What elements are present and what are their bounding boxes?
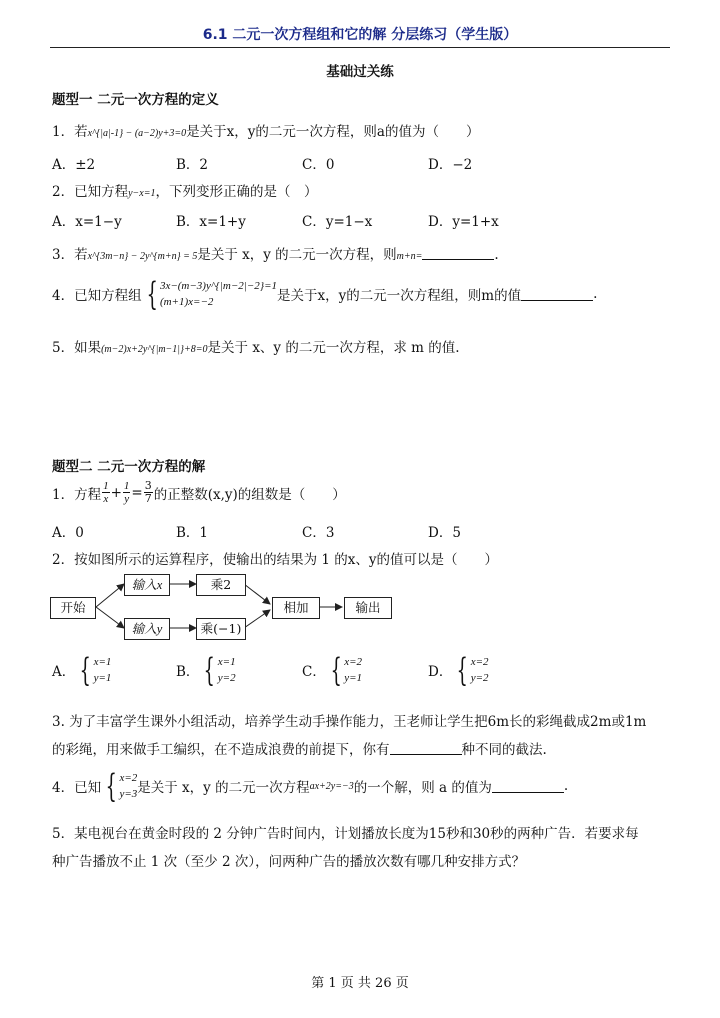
section2-title: 题型二 二元一次方程的解 [52, 459, 206, 475]
flow-input-x: 输入x [124, 574, 170, 596]
s2-q1: 1．方程 $\frac{1}{x}$ + $\frac{1}{y}$ = $\frac{3}{7}$ 的正整数(x,y)的组数是（ ） [52, 479, 346, 505]
s2-q5-line2: 种广告播放不止 1 次（至少 2 次），问两种广告的播放次数有哪几种安排方式？ [52, 854, 526, 870]
s1-q4-blank [521, 288, 593, 301]
flow-start: 开始 [50, 597, 96, 619]
page-footer: 第 1 页 共 26 页 [311, 976, 409, 991]
s2-q3-line1: 3. 为了丰富学生课外小组活动，培养学生动手操作能力，王老师让学生把6m长的彩绳截成2m或1m [52, 714, 647, 730]
s2-q1-option-c: C．3 [302, 525, 335, 541]
s1-q2-option-c: C．y=1−x [302, 214, 373, 230]
subheading: 基础过关练 [326, 64, 394, 80]
flow-input-y: 输入y [124, 618, 170, 640]
s2-q5-line1: 5．某电视台在黄金时段的 2 分钟广告时间内，计划播放长度为15秒和30秒的两种广告．若要求每 [52, 826, 639, 842]
s1-q1: 1．若x^{|a|-1} − (a−2)y+3=0是关于x，y的二元一次方程，则a的值为（ ） [52, 124, 480, 140]
flow-add: 相加 [272, 597, 320, 619]
s1-q3-blank [422, 247, 494, 260]
s2-q2-option-c: C． { x=2 y=1 [302, 651, 363, 689]
s2-q1-option-d: D．5 [428, 525, 461, 541]
s1-q4: 4．已知方程组 { 3x−(m−3)y^{|m−2|−2}=1 (m+1)x=−2 是关于x，y的二元一次方程组，则m的值 . [52, 275, 598, 313]
s2-q3-line2: 的彩绳，用来做手工编织，在不造成浪费的前提下，你有 种不同的截法. [52, 742, 547, 758]
flow-multiply-neg1: 乘(−1) [196, 618, 246, 640]
s1-q3: 3．若x^{3m−n} − 2y^{m+n} = 5是关于 x，y 的二元一次方程，则m+n= . [52, 247, 499, 263]
s1-q1-option-b: B．2 [176, 157, 209, 173]
page-title: 6.1 二元一次方程组和它的解 分层练习（学生版） [202, 27, 518, 43]
flow-multiply-2: 乘2 [196, 574, 246, 596]
s1-q1-expr: x^{|a|-1} − (a−2)y+3=0 [87, 128, 187, 139]
s2-q4-blank [492, 780, 564, 793]
s2-q3-blank [390, 742, 462, 755]
s2-q4: 4．已知 { x=2 y=3 是关于 x，y 的二元一次方程 ax+2y=−3 的一个解，则 a 的值为 . [52, 767, 569, 805]
s1-q2-option-a: A．x=1−y [52, 214, 122, 230]
s2-q2-option-a: A． { x=1 y=1 [52, 651, 112, 689]
s2-q2-option-d: D． { x=2 y=2 [428, 651, 489, 689]
s1-q2-option-b: B．x=1+y [176, 214, 246, 230]
s1-q2: 2．已知方程y−x=1，下列变形正确的是（ ） [52, 184, 318, 200]
s2-q2: 2．按如图所示的运算程序，使输出的结果为 1 的x、y的值可以是（ ） [52, 552, 499, 568]
s2-q2-option-b: B． { x=1 y=2 [176, 651, 236, 689]
flow-output: 输出 [344, 597, 392, 619]
header-rule [50, 47, 670, 48]
s1-q1-option-a: A．±2 [52, 157, 96, 173]
s1-q1-option-c: C．0 [302, 157, 335, 173]
s2-q1-option-b: B．1 [176, 525, 209, 541]
s1-q1-option-d: D．−2 [428, 157, 473, 173]
s2-q1-option-a: A．0 [52, 525, 84, 541]
s1-q5: 5．如果(m−2)x+2y^{|m−1|}+8=0是关于 x、y 的二元一次方程，求 m 的值. [52, 340, 460, 356]
s1-q2-option-d: D．y=1+x [428, 214, 499, 230]
section1-title: 题型一 二元一次方程的定义 [52, 92, 219, 108]
